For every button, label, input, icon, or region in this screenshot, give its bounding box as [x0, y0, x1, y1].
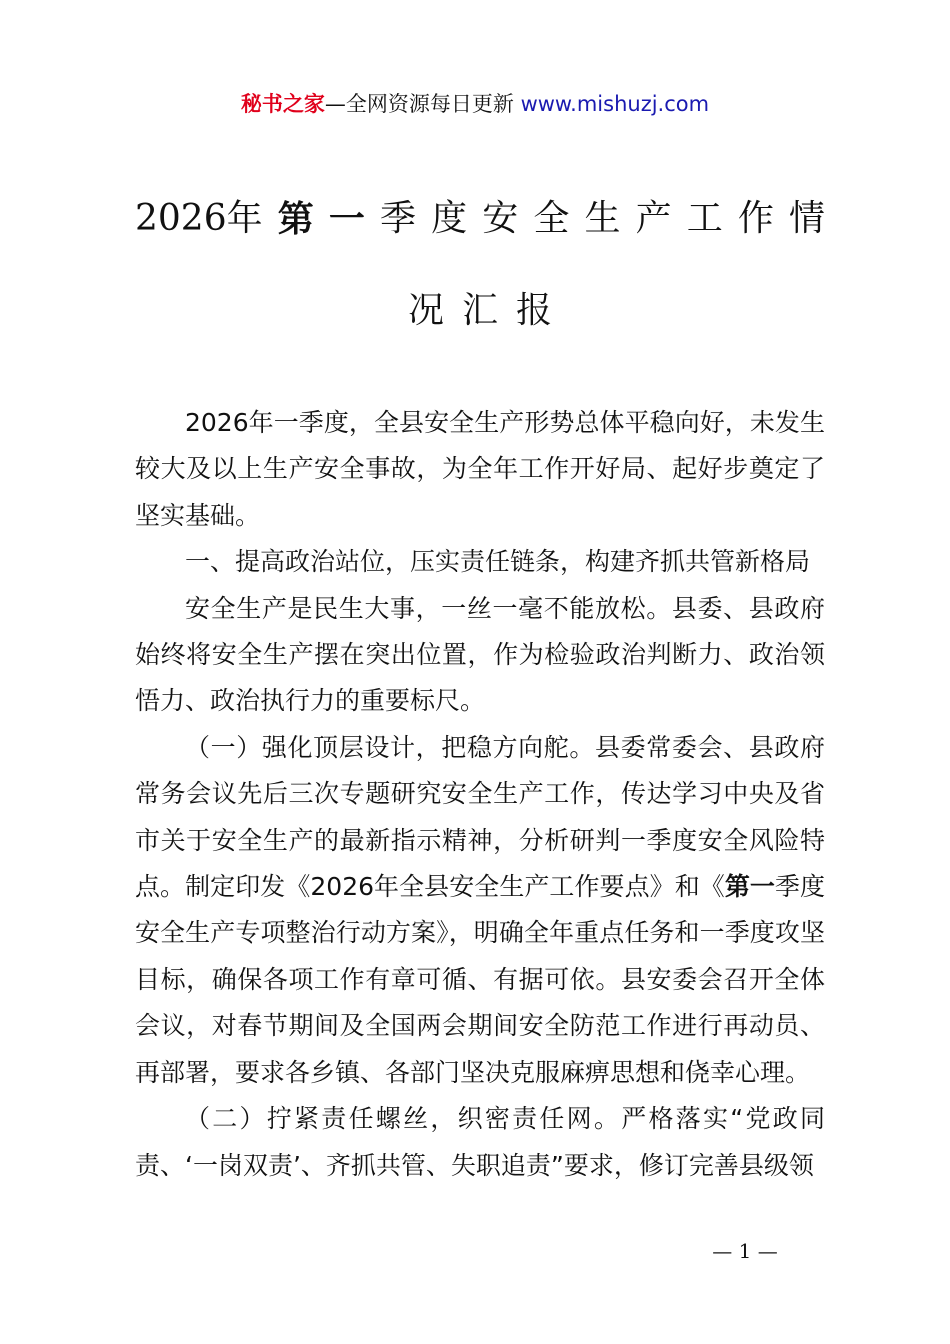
paragraph-2-part-b: 季度安全生产专项整治行动方案》，明确全年重点任务和一季度攻坚目标，确保各项工作有章可循、有据可依。县安委会召开全体会议，对春节期间及全国两会期间安全防范工作进行再动员、再部署，要求各乡镇、各部门坚决克服麻痹思想和侥幸心理。 — [135, 872, 825, 1087]
document-title-line-2 — [135, 286, 825, 336]
title-char: 生 — [584, 198, 621, 239]
watermark-url[interactable]: www.mishuzj.com — [520, 92, 710, 116]
paragraph-2-bold: 第一 — [724, 872, 775, 902]
watermark-brand: 秘书之家 — [240, 92, 325, 116]
paragraph-2-part-a: （一）强化顶层设计，把稳方向舵。县委常委会、县政府常务会议先后三次专题研究安全生产工作，传达学习中央及省市关于安全生产的最新指示精神，分析研判一季度安全风险特点。制定印发《2026年全县安全生产工作要点》和《 — [135, 732, 825, 902]
title-char: 产 — [635, 198, 672, 239]
paragraph-1: 安全生产是民生大事，一丝一毫不能放松。县委、县政府始终将安全生产摆在突出位置，作为检验政治判断力、政治领悟力、政治执行力的重要标尺。 — [135, 593, 825, 716]
title-char: 度 — [431, 198, 468, 239]
document-title-line-1 — [135, 194, 825, 244]
title-char: 报 — [516, 290, 553, 331]
watermark-banner — [0, 88, 950, 120]
paragraph-2 — [135, 725, 825, 1096]
title-char: 工 — [686, 198, 723, 239]
title-char: 季 — [379, 198, 416, 239]
title-char: 全 — [533, 198, 570, 239]
title-char: 作 — [737, 198, 774, 239]
page-number: — 1 — — [712, 1239, 778, 1263]
title-char: 情 — [788, 198, 825, 239]
title-char: 安 — [482, 198, 519, 239]
title-char: 况 — [407, 290, 444, 331]
title-char: 第 — [277, 198, 314, 240]
title-char: 汇 — [461, 290, 498, 331]
intro-paragraph: 2026年一季度，全县安全生产形势总体平稳向好，未发生较大及以上生产安全事故，为全年工作开好局、起好步奠定了坚实基础。 — [135, 408, 825, 530]
watermark-slogan: —全网资源每日更新 — [324, 92, 514, 116]
section-heading-1: 一、提高政治站位，压实责任链条，构建齐抓共管新格局 — [185, 547, 811, 577]
title-char: 2026年 — [135, 198, 263, 239]
paragraph-3: （二）拧紧责任螺丝，织密责任网。严格落实“党政同责、‘一岗双责’、齐抓共管、失职追责”要求，修订完善县级领 — [135, 1104, 825, 1180]
document-body — [135, 400, 825, 1189]
title-char: 一 — [328, 198, 365, 240]
